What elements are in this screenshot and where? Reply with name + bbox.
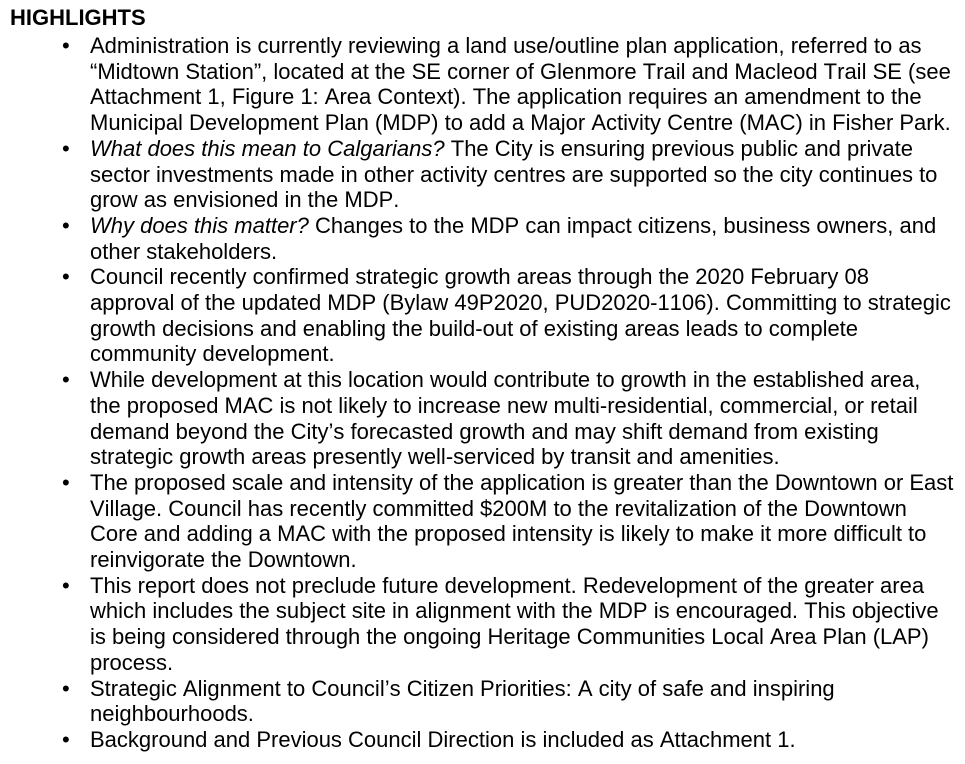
highlight-item bbox=[10, 367, 965, 470]
text-segment: which includes the subject site in alignment with the MDP is encouraged. This objective bbox=[90, 598, 939, 624]
text-segment: process. bbox=[90, 649, 174, 675]
text-segment: Background and Previous Council Direction is included as Attachment 1. bbox=[90, 726, 796, 752]
text-segment: sector investments made in other activity centres are supported so the city continues to bbox=[90, 161, 938, 187]
highlight-item bbox=[10, 136, 965, 213]
text-segment: Changes to the MDP can impact citizens, business owners, and bbox=[308, 212, 937, 238]
text-segment: other stakeholders. bbox=[90, 238, 278, 264]
text-line bbox=[90, 239, 965, 265]
text-segment: Core and adding a MAC with the proposed intensity is likely to make it more difficult to bbox=[90, 521, 927, 547]
text-segment: approval of the updated MDP (Bylaw 49P2020, PUD2020-1106). Committing to strategic bbox=[90, 290, 951, 316]
bullet-content bbox=[90, 676, 965, 727]
text-segment: While development at this location would contribute to growth in the established area, bbox=[90, 367, 921, 393]
highlight-item bbox=[10, 470, 965, 573]
bullet-icon: • bbox=[62, 572, 70, 598]
text-line bbox=[90, 419, 965, 445]
bullet-icon: • bbox=[62, 264, 70, 290]
bullet-icon: • bbox=[62, 212, 70, 238]
bullet-icon: • bbox=[62, 469, 70, 495]
bullet-icon: • bbox=[62, 135, 70, 161]
text-line bbox=[90, 598, 965, 624]
highlight-item bbox=[10, 213, 965, 264]
text-segment: This report does not preclude future development. Redevelopment of the greater area bbox=[90, 572, 925, 598]
text-line bbox=[90, 521, 965, 547]
text-line bbox=[90, 393, 965, 419]
text-line bbox=[90, 624, 965, 650]
text-segment: The City is ensuring previous public and private bbox=[444, 135, 913, 161]
text-line bbox=[90, 162, 965, 188]
text-line bbox=[90, 573, 965, 599]
text-line bbox=[90, 444, 965, 470]
text-segment: community development. bbox=[90, 341, 335, 367]
bullet-icon: • bbox=[62, 367, 70, 393]
text-line bbox=[90, 213, 965, 239]
bullet-icon: • bbox=[62, 33, 70, 58]
text-segment: Council recently confirmed strategic growth areas through the 2020 February 08 bbox=[90, 264, 869, 290]
text-line bbox=[90, 84, 965, 110]
highlight-item bbox=[10, 676, 965, 727]
text-line bbox=[90, 33, 965, 59]
text-segment: “Midtown Station”, located at the SE corner of Glenmore Trail and Macleod Trail SE (see bbox=[90, 58, 951, 84]
text-segment: strategic growth areas presently well-serviced by transit and amenities. bbox=[90, 444, 780, 470]
text-segment: the proposed MAC is not likely to increase new multi-residential, commercial, or retail bbox=[90, 392, 918, 418]
italic-text-segment: What does this mean to Calgarians? bbox=[90, 135, 445, 161]
text-segment: growth decisions and enabling the build-out of existing areas leads to complete bbox=[90, 315, 859, 341]
highlight-item bbox=[10, 33, 965, 136]
bullet-icon: • bbox=[62, 726, 70, 752]
bullet-icon: • bbox=[62, 675, 70, 701]
text-line bbox=[90, 547, 965, 573]
text-line bbox=[90, 496, 965, 522]
text-line bbox=[90, 59, 965, 85]
bullet-content bbox=[90, 264, 965, 367]
bullet-content bbox=[90, 213, 965, 264]
bullet-content bbox=[90, 573, 965, 676]
text-segment: Village. Council has recently committed $200M to the revitalization of the Downtown bbox=[90, 495, 907, 521]
text-line bbox=[90, 290, 965, 316]
text-line bbox=[90, 316, 965, 342]
page-title: HIGHLIGHTS bbox=[10, 5, 146, 30]
bullet-content bbox=[90, 136, 965, 213]
highlights-list bbox=[10, 33, 965, 753]
text-line bbox=[90, 701, 965, 727]
text-segment: demand beyond the City’s forecasted growth and may shift demand from existing bbox=[90, 418, 879, 444]
text-line bbox=[90, 264, 965, 290]
text-line bbox=[90, 110, 965, 136]
text-line bbox=[90, 727, 965, 753]
text-line bbox=[90, 470, 965, 496]
italic-text-segment: Why does this matter? bbox=[90, 212, 309, 238]
bullet-content bbox=[90, 367, 965, 470]
bullet-content bbox=[90, 727, 965, 753]
text-line bbox=[90, 341, 965, 367]
text-line bbox=[90, 650, 965, 676]
text-segment: neighbourhoods. bbox=[90, 701, 254, 727]
text-segment: grow as envisioned in the MDP. bbox=[90, 187, 400, 213]
text-segment: is being considered through the ongoing Heritage Communities Local Area Plan (LAP) bbox=[90, 624, 929, 650]
text-line bbox=[90, 187, 965, 213]
bullet-content bbox=[90, 470, 965, 573]
bullet-content bbox=[90, 33, 965, 136]
text-segment: Municipal Development Plan (MDP) to add a Major Activity Centre (MAC) in Fisher Park. bbox=[90, 110, 951, 136]
text-segment: Administration is currently reviewing a land use/outline plan application, referred to as bbox=[90, 33, 922, 58]
text-segment: Attachment 1, Figure 1: Area Context). The application requires an amendment to the bbox=[90, 84, 922, 110]
text-segment: reinvigorate the Downtown. bbox=[90, 547, 357, 573]
text-line bbox=[90, 367, 965, 393]
text-line bbox=[90, 676, 965, 702]
highlight-item bbox=[10, 264, 965, 367]
highlight-item bbox=[10, 727, 965, 753]
highlight-item bbox=[10, 573, 965, 676]
text-segment: The proposed scale and intensity of the application is greater than the Downtown or East bbox=[90, 469, 954, 495]
text-segment: Strategic Alignment to Council’s Citizen Priorities: A city of safe and inspiring bbox=[90, 675, 835, 701]
text-line bbox=[90, 136, 965, 162]
